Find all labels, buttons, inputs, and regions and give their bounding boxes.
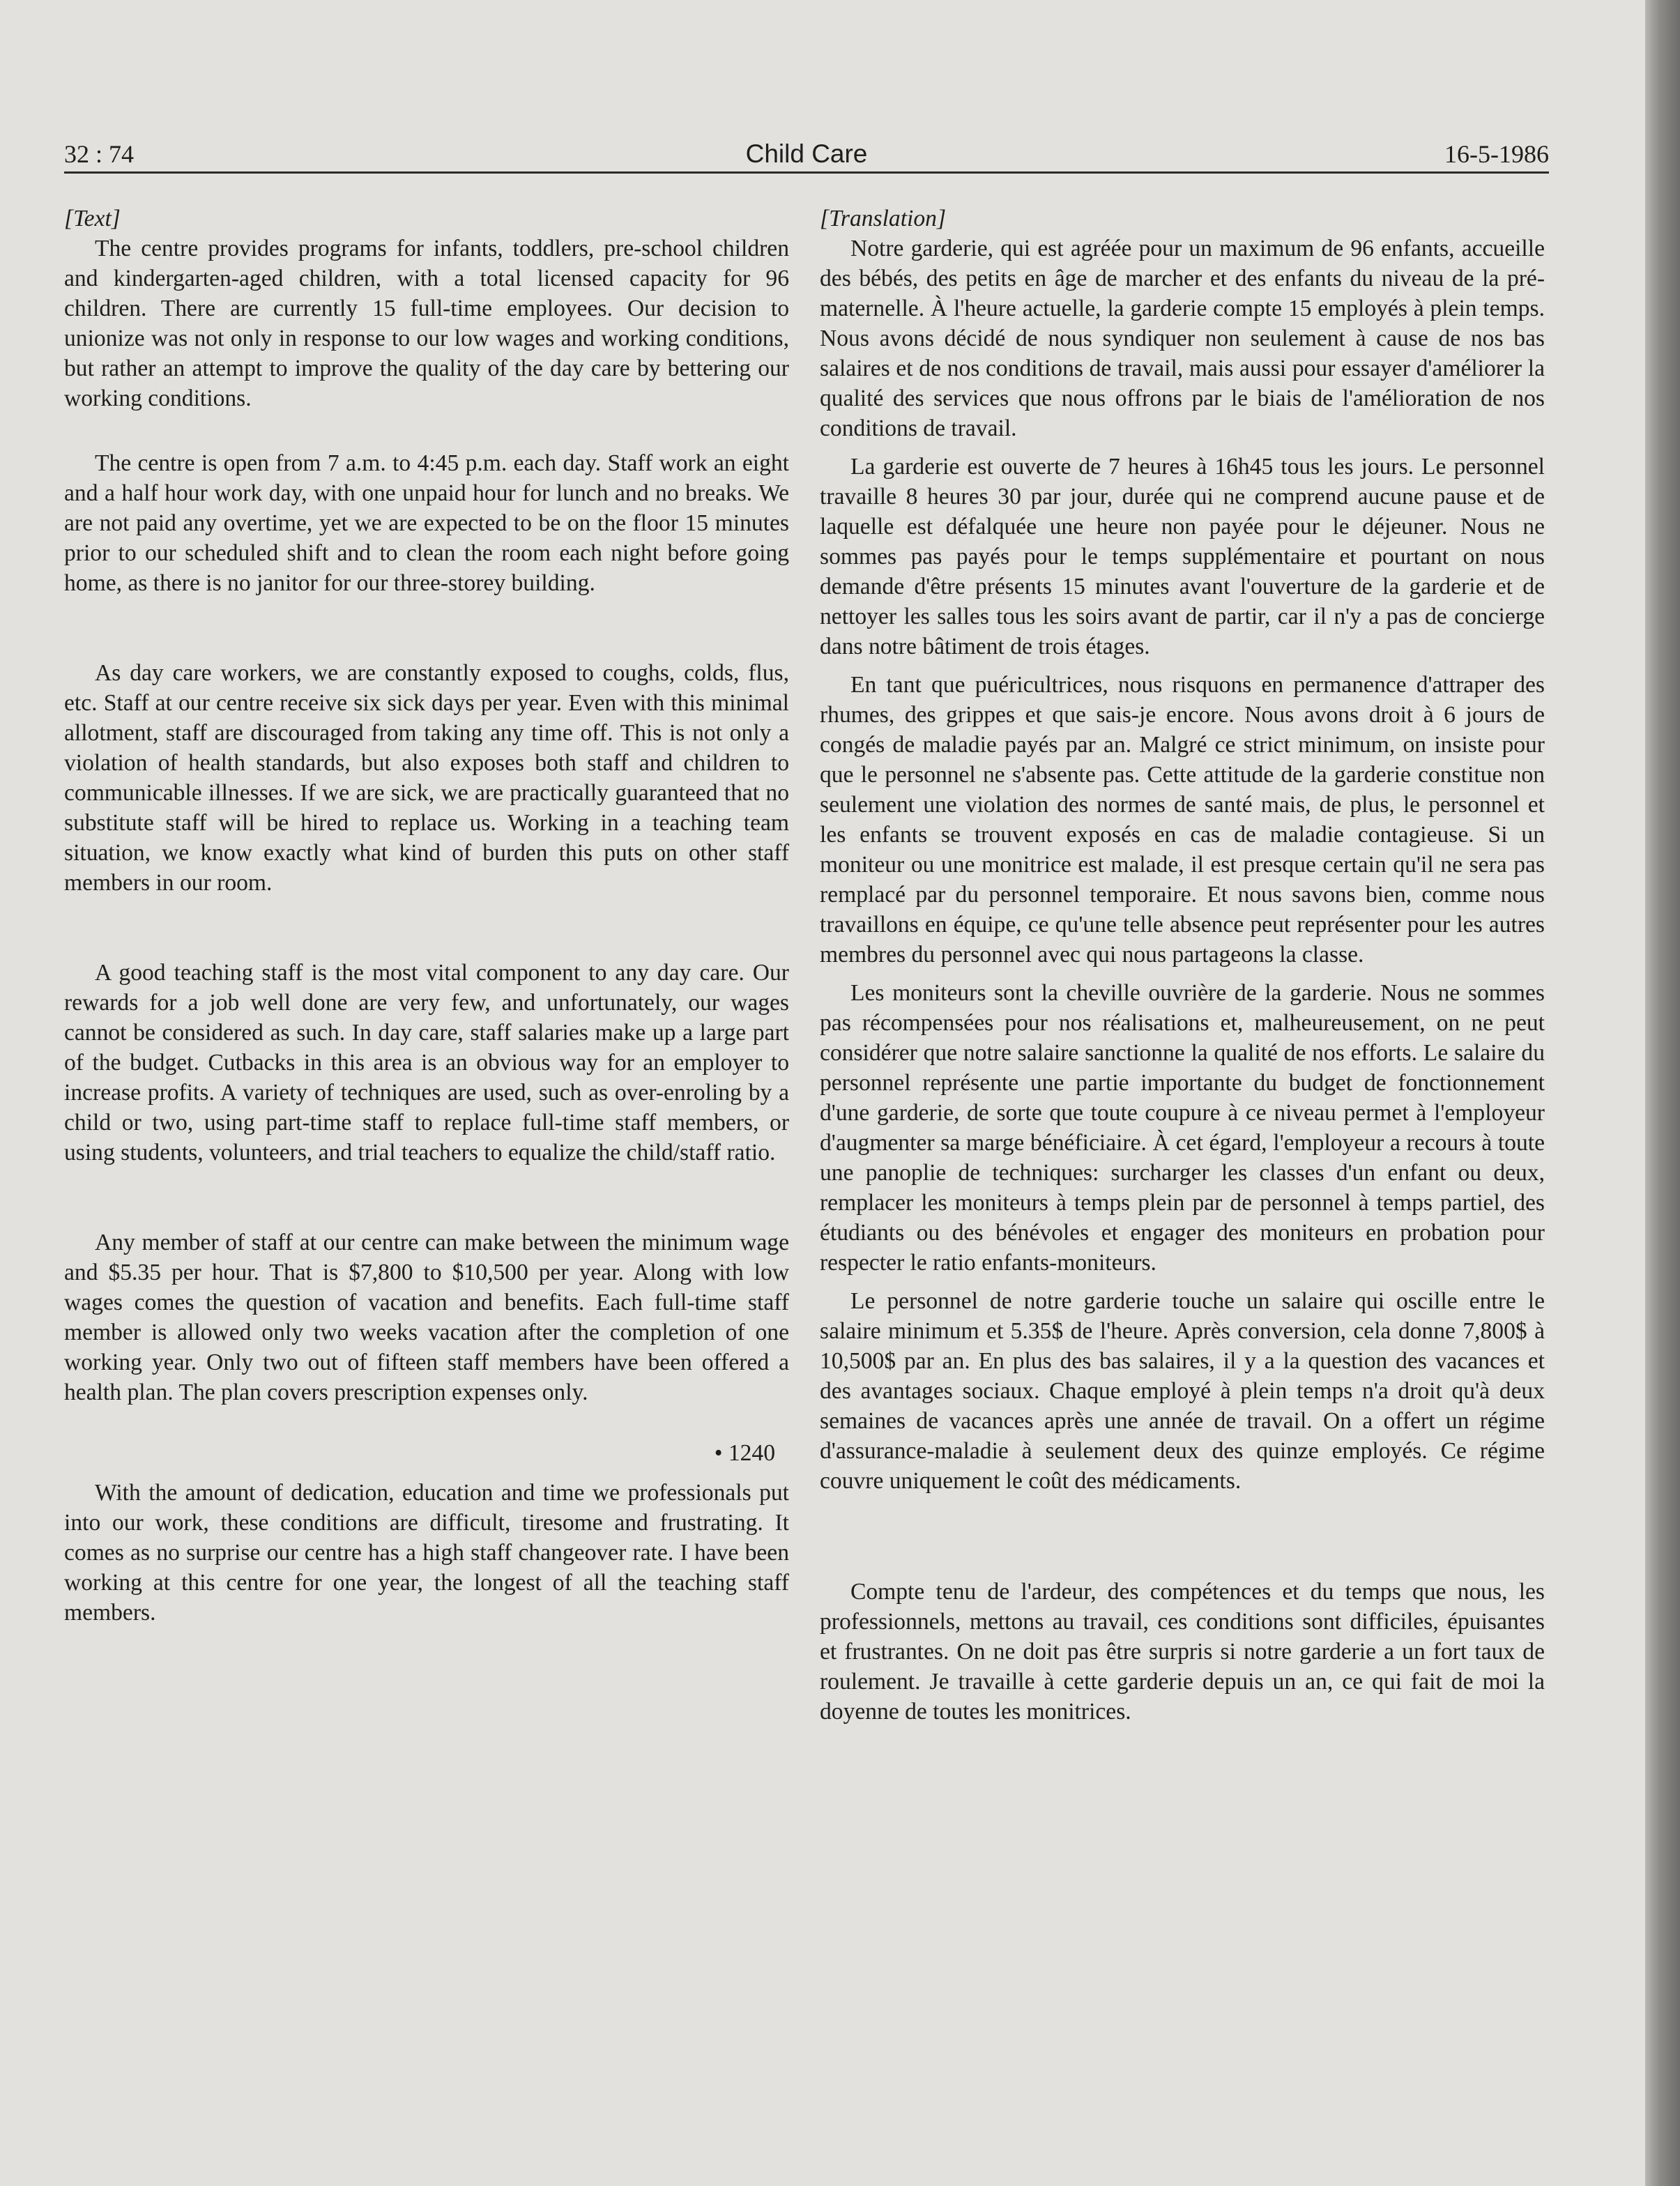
paragraph-6: With the amount of dedication, education and time we professionals put into our work, these conditions are difficult, tiresome and frustrating. It comes as no surprise our centre has a high staff changeover rate. I have been working at this centre for one year, the longest of all the teaching staff members. bbox=[64, 1480, 789, 1626]
paragraph-4: A good teaching staff is the most vital component to any day care. Our rewards for a job well done are very few, and unfortunately, our wages cannot be considered as such. In day care, staff salaries make up a large part of the budget. Cutbacks in this area is an obvious way for an employer to increase profits. A variety of techniques are used, such as over-enroling by a child or two, using part-time staff to replace full-time staff members, or using students, volunteers, and trial teachers to equalize the child/staff ratio. bbox=[64, 960, 789, 1165]
paragraph-2-fr: La garderie est ouverte de 7 heures à 16h45 tous les jours. Le personnel travaille 8 heures 30 par jour, durée qui ne comprend aucune pause et de laquelle est défalquée une heure non payée pour le déjeuner. Nous ne sommes pas payés pour le temps supplémentaire et pourtant on nous demande d'être présents 15 minutes avant l'ouverture de la garderie et de nettoyer les salles tous les soirs avant de partir, car il n'y a pas de concierge dans notre bâtiment de trois étages. bbox=[820, 454, 1545, 659]
paragraph-3-fr: En tant que puéricultrices, nous risquons en permanence d'attraper des rhumes, des grippes et que sais-je encore. Nous avons droit à 6 jours de congés de maladie payés par an. Malgré ce strict minimum, on insiste pour que le personnel ne s'absente pas. Cette attitude de la garderie constitue non seulement une violation des normes de santé mais, de plus, le personnel et les enfants se trouvent exposés en cas de maladie contagieuse. Si un moniteur ou une monitrice est malade, il est presque certain qu'il ne sera pas remplacé par du personnel temporaire. Et nous savons bien, comme nous travaillons en équipe, ce qu'une telle absence peut représenter pour les autres membres du personnel avec qui nous partageons la classe. bbox=[820, 672, 1545, 968]
paragraph-6-fr: Compte tenu de l'ardeur, des compétences et du temps que nous, les professionnels, mettons au travail, ces conditions sont difficiles, épuisantes et frustrantes. On ne doit pas être surpris si notre garderie a un fort taux de roulement. Je travaille à cette garderie depuis un an, ce qui fait de moi la doyenne de toutes les monitrices. bbox=[820, 1579, 1545, 1725]
french-column bbox=[820, 197, 1545, 1727]
paragraph-5-fr: Le personnel de notre garderie touche un salaire qui oscille entre le salaire minimum et 5.35$ de l'heure. Après conversion, cela donne 7,800$ à 10,500$ par an. En plus des bas salaires, il y a la question des vacances et des avantages sociaux. Chaque employé à plein temps n'a droit qu'à deux semaines de vacances après une année de travail. On a offert un régime d'assurance-maladie à seulement deux des quinze employés. Ce régime couvre uniquement le coût des médicaments. bbox=[820, 1288, 1545, 1494]
paragraph-3: As day care workers, we are constantly exposed to coughs, colds, flus, etc. Staff at our centre receive six sick days per year. Even with this minimal allotment, staff are discouraged from taking any time off. This is not only a violation of health standards, but also exposes both staff and children to communicable illnesses. If we are sick, we are practically guaranteed that no substitute staff will be hired to replace us. Working in a teaching team situation, we know exactly what kind of burden this puts on other staff members in our room. bbox=[64, 660, 789, 896]
paragraph-1-fr: Notre garderie, qui est agréée pour un maximum de 96 enfants, accueille des bébés, des petits en âge de marcher et des enfants du niveau de la pré-maternelle. À l'heure actuelle, la garderie compte 15 employés à plein temps. Nous avons décidé de nous syndiquer non seulement à cause de nos bas salaires et de nos conditions de travail, mais aussi pour essayer d'améliorer la qualité des services que nous offrons par le biais de l'amélioration de nos conditions de travail. bbox=[820, 236, 1545, 441]
header-date: 16-5-1986 bbox=[1444, 140, 1549, 168]
header-rule bbox=[64, 171, 1549, 174]
running-title: Child Care bbox=[745, 139, 868, 168]
english-column bbox=[64, 197, 789, 1628]
text-heading: [Text] bbox=[64, 206, 121, 231]
paragraph-5: Any member of staff at our centre can make between the minimum wage and $5.35 per hour. That is $7,800 to $10,500 per year. Along with low wages comes the question of vacation and benefits. Each full-time staff member is allowed only two weeks vacation after the completion of one working year. Only two out of fifteen staff members have been offered a health plan. The plan covers prescription expenses only. bbox=[64, 1230, 789, 1405]
page-header bbox=[64, 127, 1549, 176]
paragraph-2: The centre is open from 7 a.m. to 4:45 p.m. each day. Staff work an eight and a half hour work day, with one unpaid hour for lunch and no breaks. We are not paid any overtime, yet we are expected to be on the floor 15 minutes prior to our scheduled shift and to clean the room each night before going home, as there is no janitor for our three-storey building. bbox=[64, 450, 789, 596]
translation-heading: [Translation] bbox=[820, 206, 947, 231]
paragraph-4-fr: Les moniteurs sont la cheville ouvrière de la garderie. Nous ne sommes pas récompensées pour nos réalisations et, malheureusement, on ne peut considérer que notre salaire sanctionne la qualité de nos efforts. Le salaire du personnel représente une partie importante du budget de fonctionnement d'une garderie, de sorte que toute coupure à ce niveau permet à l'employeur d'augmenter sa marge bénéficiaire. À cet égard, l'employeur a recours à toute une panoplie de techniques: surcharger les classes d'un enfant ou deux, remplacer les moniteurs à temps plein par de personnel à temps partiel, des étudiants ou des bénévoles et engager des moniteurs en probation pour respecter le ratio enfants-moniteurs. bbox=[820, 980, 1545, 1276]
page-number: 32 : 74 bbox=[64, 140, 135, 168]
paragraph-1: The centre provides programs for infants, toddlers, pre-school children and kindergarten-aged children, with a total licensed capacity for 96 children. There are currently 15 full-time employees. Our decision to unionize was not only in response to our low wages and working conditions, but rather an attempt to improve the quality of the day care by bettering our working conditions. bbox=[64, 236, 789, 411]
page-edge-shadow bbox=[1645, 0, 1680, 2186]
time-marker: • 1240 bbox=[714, 1440, 775, 1466]
